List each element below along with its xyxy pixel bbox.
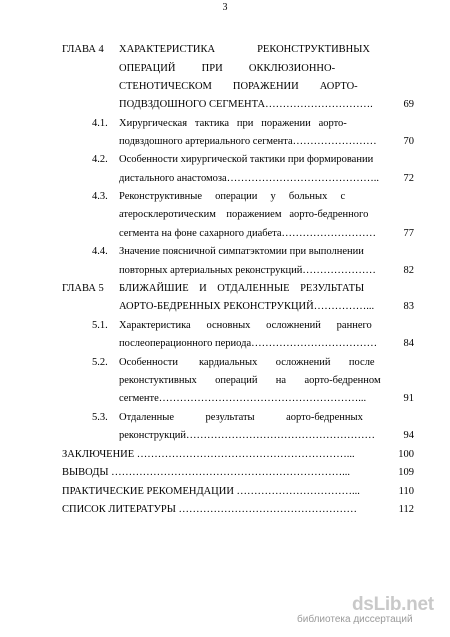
toc-line: сегменте…………………………………………………... — [119, 393, 367, 404]
toc-line: повторных артериальных реконструкций………………… — [119, 265, 376, 276]
toc-label: 5.1. — [92, 320, 108, 331]
toc-line: подвздошного артериального сегмента…………………… — [119, 136, 377, 147]
toc-line: АОРТО-БЕДРЕННЫХ РЕКОНСТРУКЦИЙ……………... — [119, 301, 375, 312]
toc-line: Значение поясничной симпатэктомии при выполнении — [119, 246, 364, 257]
toc-line: Реконструктивные операции у больных с — [119, 191, 346, 202]
toc-line: сегмента на фоне сахарного диабета……………………… — [119, 228, 377, 239]
toc-line: СТЕНОТИЧЕСКОМ ПОРАЖЕНИИ АОРТО- — [119, 81, 358, 92]
toc-line: Особенности хирургической тактики при формировании — [119, 154, 374, 165]
toc-line: Хирургическая тактика при поражении аорто- — [119, 118, 347, 129]
watermark-subtitle: библиотека диссертаций — [297, 614, 413, 625]
toc-label: 4.1. — [92, 118, 108, 129]
toc-line: СПИСОК ЛИТЕРАТУРЫ …………………………………………… — [62, 504, 358, 515]
toc-line: ХАРАКТЕРИСТИКА РЕКОНСТРУКТИВНЫХ — [119, 44, 371, 55]
toc-line: ВЫВОДЫ …………………………………………………………... — [62, 467, 351, 478]
toc-page: 109 — [398, 467, 414, 478]
toc-line: дистального анастомоза…………………………………….. — [119, 173, 379, 184]
watermark-logo-main: dsLib — [352, 594, 402, 615]
toc-page: 72 — [403, 173, 414, 184]
toc-page: 91 — [403, 393, 414, 404]
toc-label: ГЛАВА 5 — [62, 283, 104, 294]
toc-label: 4.2. — [92, 154, 108, 165]
toc-line: ЗАКЛЮЧЕНИЕ ……………………………………………………... — [62, 449, 355, 460]
toc-line: реконструкций……………………………………………… — [119, 430, 376, 441]
toc-page: 83 — [403, 301, 414, 312]
toc-label: 4.3. — [92, 191, 108, 202]
toc-line: реконстуктивных операций на аорто-бедренном — [119, 375, 381, 386]
toc-line: Особенности кардиальных осложнений после — [119, 357, 375, 368]
watermark-logo-tld: .net — [401, 594, 434, 615]
toc-line: атеросклеротическим поражением аорто-бедренного — [119, 209, 369, 220]
toc-line: ПОДВЗДОШНОГО СЕГМЕНТА…………………………. — [119, 99, 373, 110]
toc-page: 110 — [398, 486, 414, 497]
toc-page: 70 — [403, 136, 414, 147]
watermark-logo — [352, 594, 450, 616]
page-number: 3 — [222, 2, 228, 13]
toc-line: ОПЕРАЦИЙ ПРИ ОККЛЮЗИОННО- — [119, 63, 336, 74]
toc-page: 112 — [398, 504, 414, 515]
toc-line: Характеристика основных осложнений раннего — [119, 320, 372, 331]
toc-line: ПРАКТИЧЕСКИЕ РЕКОМЕНДАЦИИ ……………………………... — [62, 486, 360, 497]
toc-page: 94 — [403, 430, 414, 441]
toc-page: 77 — [403, 228, 414, 239]
toc-label: ГЛАВА 4 — [62, 44, 104, 55]
toc-line: Отдаленные результаты аорто-бедренных — [119, 412, 363, 423]
toc-page: 100 — [398, 449, 414, 460]
toc-label: 4.4. — [92, 246, 108, 257]
toc-line: послеоперационного периода……………………………… — [119, 338, 378, 349]
toc-page: 82 — [403, 265, 414, 276]
toc-page: 69 — [403, 99, 414, 110]
toc-page: 84 — [403, 338, 414, 349]
toc-line: БЛИЖАЙШИЕ И ОТДАЛЕННЫЕ РЕЗУЛЬТАТЫ — [119, 283, 365, 294]
toc-label: 5.2. — [92, 357, 108, 368]
toc-label: 5.3. — [92, 412, 108, 423]
